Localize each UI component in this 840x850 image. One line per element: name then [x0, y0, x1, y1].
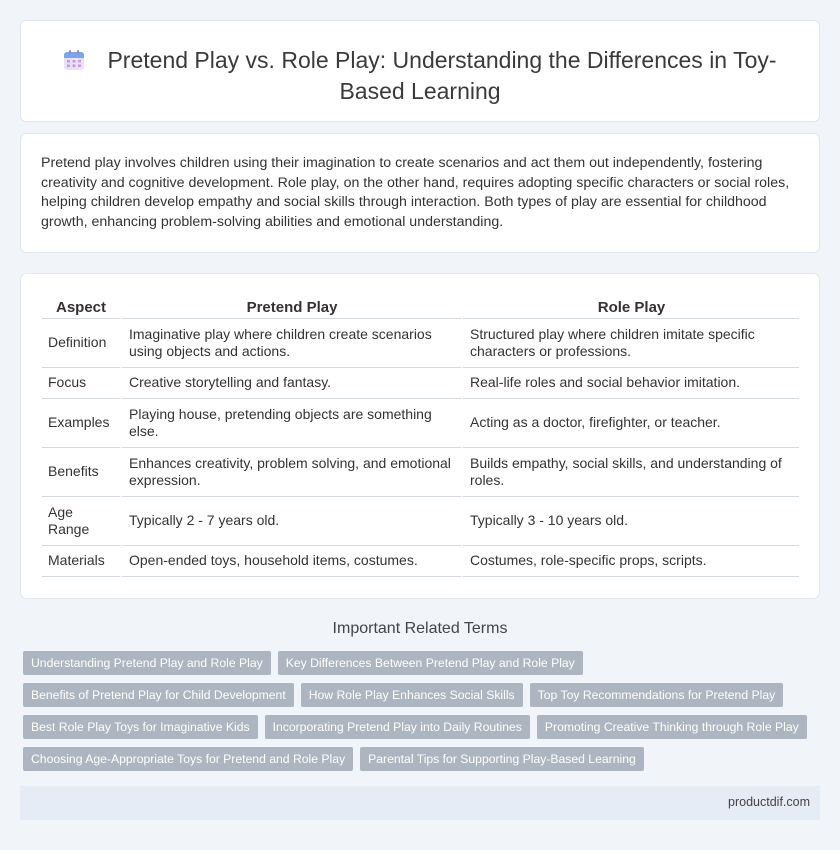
comparison-table	[42, 296, 799, 577]
table-cell-aspect: Focus	[42, 368, 120, 399]
tag-row	[23, 651, 813, 675]
table-cell-aspect: Benefits	[42, 448, 120, 497]
footer	[20, 786, 820, 820]
table-cell-pretend: Creative storytelling and fantasy.	[120, 368, 461, 399]
table-cell-aspect: Definition	[42, 319, 120, 368]
tag-row	[23, 715, 813, 739]
footer-site-link[interactable]: productdif.com	[728, 795, 810, 809]
calendar-icon	[63, 48, 85, 70]
table-row	[42, 448, 799, 497]
table-cell-role: Acting as a doctor, firefighter, or teacher.	[461, 399, 799, 448]
table-cell-role: Typically 3 - 10 years old.	[461, 497, 799, 546]
column-header-role-play: Role Play	[461, 296, 799, 319]
related-term-tag[interactable]: Choosing Age-Appropriate Toys for Pretend and Role Play	[23, 747, 353, 771]
column-header-aspect: Aspect	[42, 296, 120, 319]
header	[51, 45, 789, 107]
table-cell-role: Real-life roles and social behavior imitation.	[461, 368, 799, 399]
related-term-tag[interactable]: Best Role Play Toys for Imaginative Kids	[23, 715, 258, 739]
table-cell-aspect: Materials	[42, 546, 120, 577]
table-row	[42, 497, 799, 546]
table-row	[42, 546, 799, 577]
related-term-tag[interactable]: Incorporating Pretend Play into Daily Routines	[265, 715, 530, 739]
related-term-tag[interactable]: How Role Play Enhances Social Skills	[301, 683, 523, 707]
table-cell-role: Costumes, role-specific props, scripts.	[461, 546, 799, 577]
page-title	[51, 45, 789, 107]
related-terms-list	[23, 651, 813, 779]
table-cell-role: Builds empathy, social skills, and understanding of roles.	[461, 448, 799, 497]
table-cell-pretend: Enhances creativity, problem solving, and emotional expression.	[120, 448, 461, 497]
related-term-tag[interactable]: Understanding Pretend Play and Role Play	[23, 651, 271, 675]
related-term-tag[interactable]: Benefits of Pretend Play for Child Development	[23, 683, 294, 707]
related-term-tag[interactable]: Parental Tips for Supporting Play-Based Learning	[360, 747, 644, 771]
related-term-tag[interactable]: Key Differences Between Pretend Play and Role Play	[278, 651, 583, 675]
table-cell-pretend: Open-ended toys, household items, costumes.	[120, 546, 461, 577]
tag-row	[23, 747, 813, 771]
related-term-tag[interactable]: Top Toy Recommendations for Pretend Play	[530, 683, 784, 707]
table-row	[42, 368, 799, 399]
table-cell-aspect: Examples	[42, 399, 120, 448]
table-cell-aspect: Age Range	[42, 497, 120, 546]
table-cell-pretend: Typically 2 - 7 years old.	[120, 497, 461, 546]
tag-row	[23, 683, 813, 707]
intro-paragraph: Pretend play involves children using their imagination to create scenarios and act them out independently, fostering creativity and cognitive development. Role play, on the other hand, requires adopting specific characters or social roles, helping children develop empathy and social skills through interaction. Both types of play are essential for childhood growth, enhancing problem-solving abilities and emotional understanding.	[41, 155, 790, 230]
table-cell-pretend: Playing house, pretending objects are something else.	[120, 399, 461, 448]
table-row	[42, 399, 799, 448]
page-title-text: Pretend Play vs. Role Play: Understanding the Differences in Toy-Based Learning	[107, 47, 777, 104]
table-row	[42, 319, 799, 368]
column-header-pretend-play: Pretend Play	[120, 296, 461, 319]
related-terms-heading: Important Related Terms	[332, 620, 508, 637]
intro-card	[20, 133, 820, 253]
related-term-tag[interactable]: Promoting Creative Thinking through Role Play	[537, 715, 807, 739]
table-cell-role: Structured play where children imitate specific characters or professions.	[461, 319, 799, 368]
table-header-row	[42, 296, 799, 319]
header-card	[20, 20, 820, 122]
table-cell-pretend: Imaginative play where children create scenarios using objects and actions.	[120, 319, 461, 368]
comparison-table-card	[20, 273, 820, 599]
